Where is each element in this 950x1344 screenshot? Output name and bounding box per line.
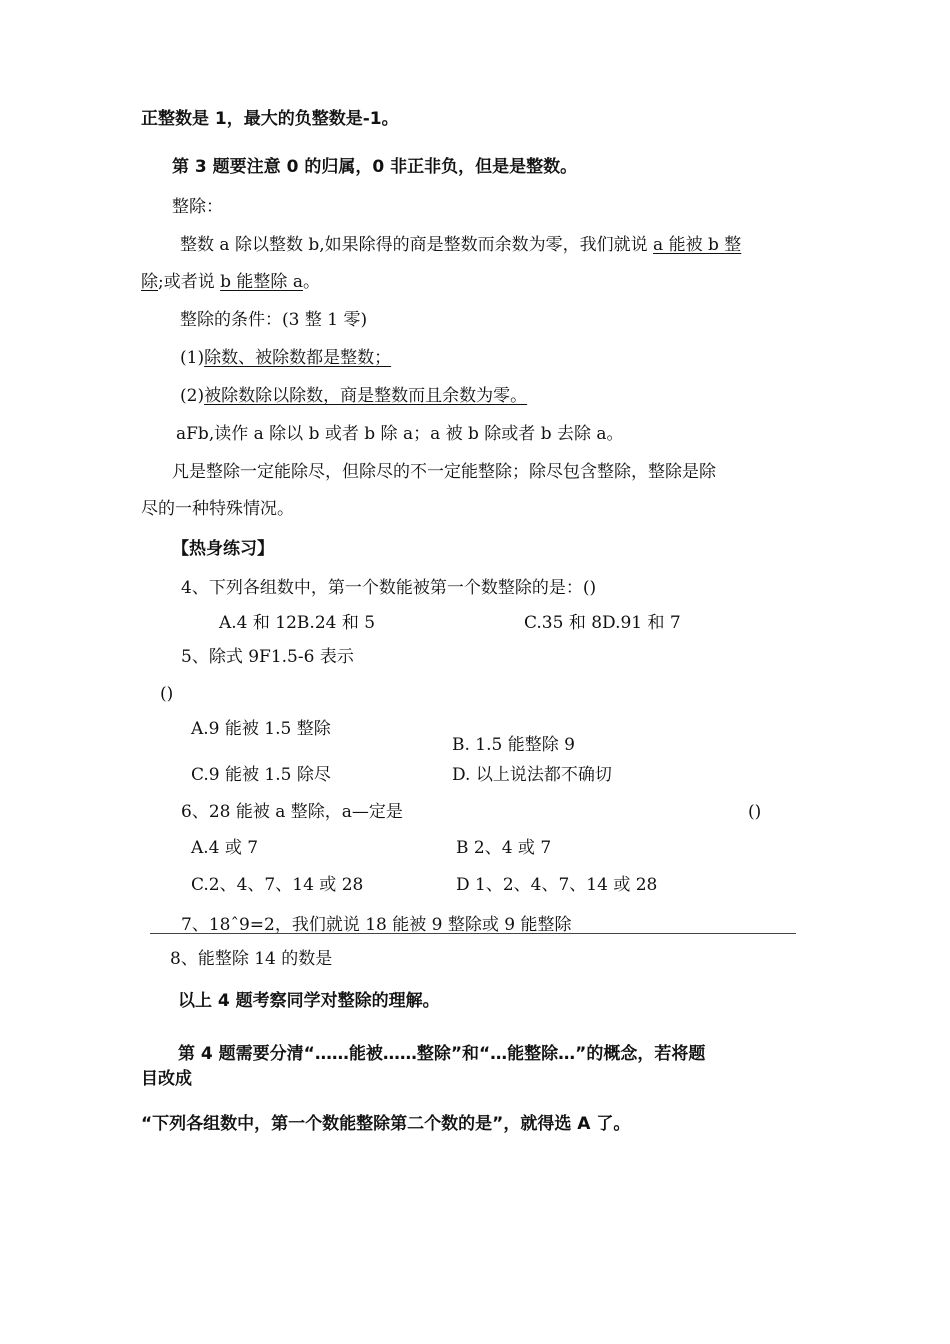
text-line: 正整数是 1，最大的负整数是-1。 [141, 109, 399, 129]
option-c: C.9 能被 1.5 除尽 [191, 765, 331, 785]
option-line: C.35 和 8D.91 和 7 [524, 613, 681, 633]
text-line: 凡是整除一定能除尽，但除尽的不一定能整除；除尽包含整除，整除是除 [172, 462, 716, 482]
text-span: (2) [180, 386, 205, 406]
option-b: B. 1.5 能整除 9 [452, 735, 575, 755]
option-b: B 2、4 或 7 [456, 838, 552, 858]
underlined-term: a 能被 b 整 [653, 235, 742, 255]
option-d: D 1、2、4、7、14 或 28 [456, 875, 658, 895]
question-8: 8、能整除 14 的数是 [170, 949, 333, 969]
option-a: A.9 能被 1.5 整除 [191, 719, 331, 739]
text-span: 整数 a 除以整数 b,如果除得的商是整数而余数为零，我们就说 [180, 235, 654, 255]
note-line: 以上 4 题考察同学对整除的理解。 [178, 991, 440, 1011]
definition-line [141, 271, 320, 293]
horizontal-rule [150, 933, 796, 934]
option-line: A.4 和 12B.24 和 5 [219, 613, 376, 633]
text-line: 尽的一种特殊情况。 [141, 499, 294, 519]
text-span: (1) [180, 348, 205, 368]
question-6: 6、28 能被 a 整除，a—定是 [181, 802, 403, 822]
note-line: “下列各组数中，第一个数能整除第二个数的是”，就得选 A 了。 [141, 1114, 631, 1134]
note-line: 目改成 [141, 1069, 192, 1089]
option-c: C.2、4、7、14 或 28 [191, 875, 364, 895]
text-line: 整除的条件：(3 整 1 零) [180, 310, 368, 330]
underlined-term: b 能整除 a [220, 272, 303, 292]
option-d: D. 以上说法都不确切 [452, 765, 612, 785]
condition-line [180, 347, 391, 369]
underlined-term: 被除数除以除数，商是整数而且余数为零。 [204, 386, 528, 406]
answer-bracket: () [160, 684, 174, 704]
text-line: 第 3 题要注意 0 的归属，0 非正非负，但是是整数。 [172, 157, 578, 177]
text-span: 。 [302, 272, 320, 292]
condition-line [180, 385, 527, 407]
question-7: 7、18ˆ9=2，我们就说 18 能被 9 整除或 9 能整除 [181, 915, 572, 935]
text-span: ;或者说 [158, 272, 221, 292]
question-5: 5、除式 9F1.5-6 表示 [181, 647, 354, 667]
text-line: aFb,读作 a 除以 b 或者 b 除 a；a 被 b 除或者 b 去除 a。 [176, 424, 624, 444]
section-heading: 整除： [172, 197, 223, 217]
underlined-term: 除数、被除数都是整数； [204, 348, 392, 368]
definition-line [180, 234, 741, 256]
underlined-term: 除 [141, 272, 158, 292]
section-heading: 【热身练习】 [172, 539, 274, 559]
note-line: 第 4 题需要分清“……能被……整除”和“…能整除…”的概念，若将题 [178, 1044, 706, 1064]
answer-bracket: () [748, 802, 762, 822]
question-4: 4、下列各组数中，第一个数能被第一个数整除的是：() [181, 578, 597, 598]
option-a: A.4 或 7 [191, 838, 259, 858]
